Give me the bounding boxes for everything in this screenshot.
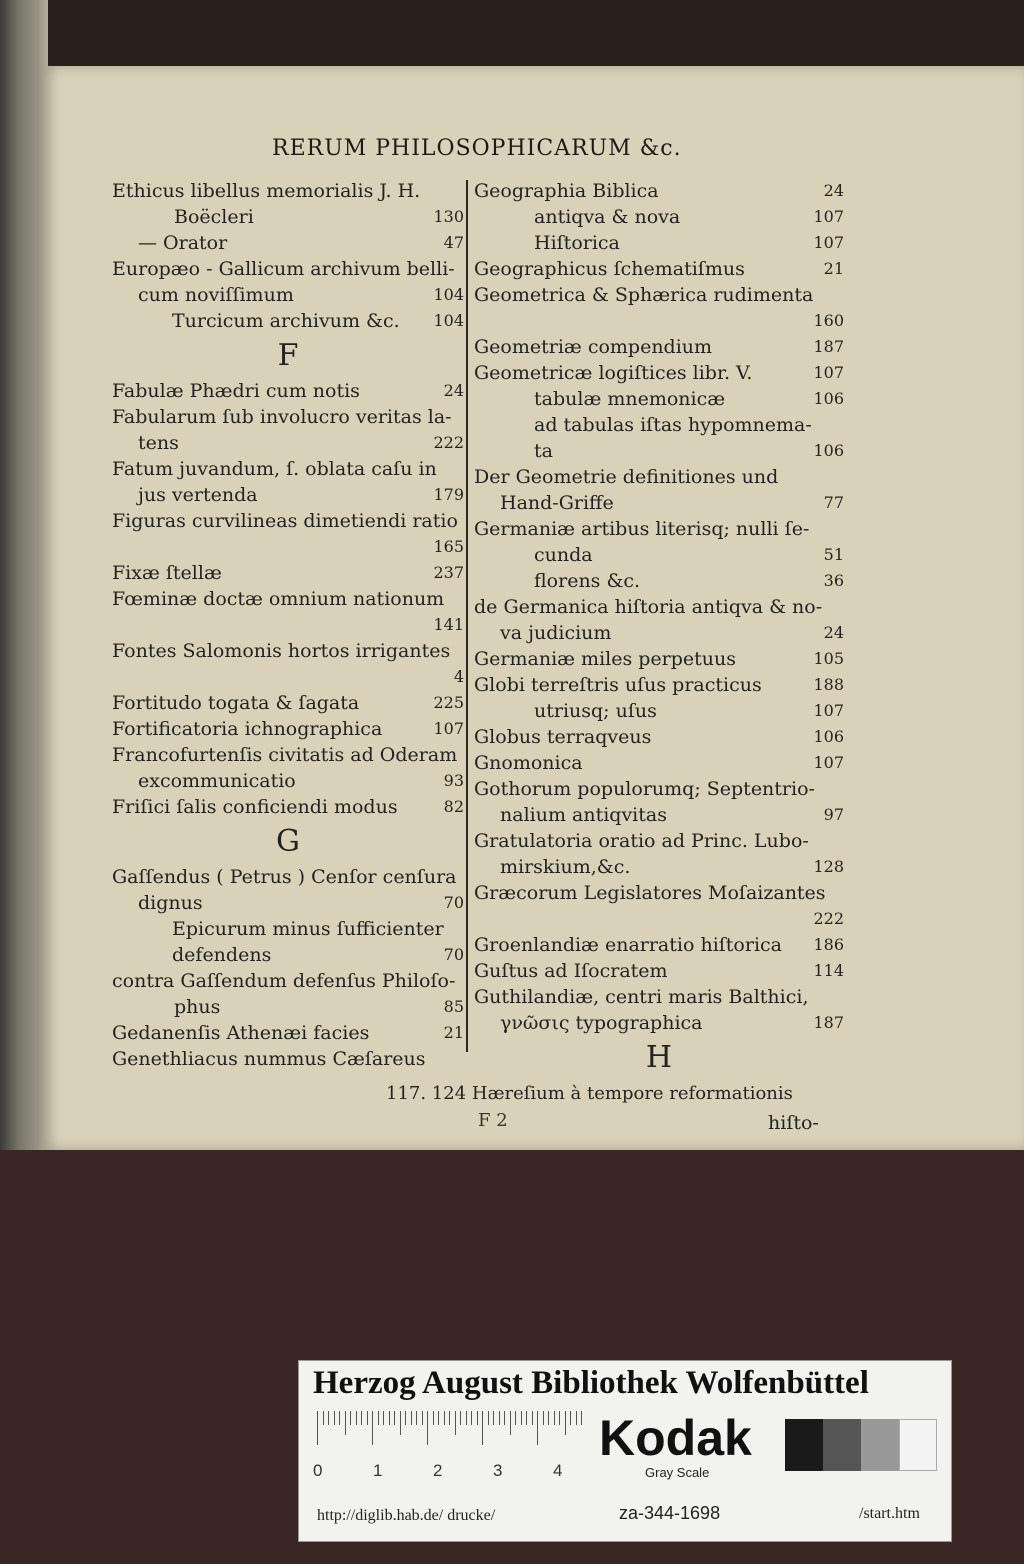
ruler-tick [389, 1411, 390, 1425]
index-entry [474, 880, 844, 906]
entry-page-number: 128 [813, 857, 844, 876]
entry-text: utriusq; uſus [534, 700, 657, 722]
library-title: Herzog August Bibliothek Wolfenbüttel [313, 1365, 869, 1401]
entry-text: Guſtus ad Iſocratem [474, 960, 668, 982]
index-entry [474, 594, 844, 620]
ruler-tick [449, 1411, 450, 1425]
ruler-tick [328, 1411, 329, 1425]
entry-page-number: 107 [813, 701, 844, 720]
entry-text: phus [174, 996, 221, 1018]
index-entry [112, 1020, 464, 1046]
index-entry [474, 360, 844, 386]
ruler-number: 3 [493, 1461, 503, 1480]
ruler-tick [532, 1411, 533, 1425]
index-entry [474, 776, 844, 802]
entry-page-number: 141 [433, 615, 464, 634]
index-entry [474, 490, 844, 516]
ruler-tick [576, 1411, 577, 1425]
index-entry [474, 750, 844, 776]
ruler-tick [339, 1411, 340, 1425]
entry-text: tabulæ mnemonicæ [534, 388, 726, 410]
entry-text: Geographicus ſchematiſmus [474, 258, 745, 280]
entry-text: Fixæ ſtellæ [112, 562, 222, 584]
ruler-tick [394, 1411, 395, 1425]
ruler-tick [499, 1411, 500, 1425]
entry-page-number: 24 [823, 623, 844, 642]
column-divider [466, 180, 468, 1052]
entry-text: Fabulæ Phædri cum notis [112, 380, 360, 402]
index-entry [474, 958, 844, 984]
index-entry [474, 854, 844, 880]
section-letter: G [276, 824, 300, 859]
entry-page-number: 188 [813, 675, 844, 694]
entry-text: Geometricæ logiſtices libr. V. [474, 362, 753, 384]
entry-page-number: 225 [433, 693, 464, 712]
ruler-tick [543, 1411, 544, 1425]
ruler-tick [411, 1411, 412, 1425]
index-entry [474, 256, 844, 282]
index-entry [112, 768, 464, 794]
ruler-tick [383, 1411, 384, 1425]
entry-page-number: 222 [813, 909, 844, 928]
ruler-tick [455, 1411, 456, 1435]
entry-text: Fontes Salomonis hortos irrigantes [112, 640, 451, 662]
entry-page-number: 51 [823, 545, 844, 564]
start-path: /start.htm [859, 1505, 920, 1522]
entry-page-number: 36 [823, 571, 844, 590]
ruler-tick [482, 1411, 483, 1445]
ruler-number: 0 [313, 1461, 323, 1480]
index-entry [112, 994, 464, 1020]
page-header: RERUM PHILOSOPHICARUM &c. [272, 136, 682, 161]
index-entry [474, 828, 844, 854]
entry-text: Fortificatoria ichnographica [112, 718, 383, 740]
index-entry [112, 794, 464, 820]
entry-page-number: 107 [433, 719, 464, 738]
index-entry [474, 672, 844, 698]
entry-text: Geometrica & Sphærica rudimenta [474, 284, 814, 306]
entry-text: γνῶσις typographica [500, 1012, 703, 1034]
entry-text: va judicium [500, 622, 612, 644]
ruler-tick [356, 1411, 357, 1425]
gray-scale-label: Gray Scale [645, 1465, 710, 1480]
entry-text: Figuras curvilineas dimetiendi ratio [112, 510, 458, 532]
ruler-tick [471, 1411, 472, 1425]
index-entry [112, 942, 464, 968]
ruler-tick [350, 1411, 351, 1425]
entry-page-number: 93 [443, 771, 464, 790]
entry-text: Boëcleri [174, 206, 254, 228]
index-entry [112, 534, 464, 560]
index-entry [112, 230, 464, 256]
entry-text: jus vertenda [138, 484, 258, 506]
index-entry [112, 404, 464, 430]
entry-page-number: 106 [813, 727, 844, 746]
entry-page-number: 77 [823, 493, 844, 512]
entry-page-number: 21 [443, 1023, 464, 1042]
section-letter: F [277, 338, 299, 373]
index-entry [474, 698, 844, 724]
index-entry [112, 430, 464, 456]
index-entry [474, 308, 844, 334]
entry-text: florens &c. [534, 570, 641, 592]
entry-text: Genethliacus nummus Cæſareus [112, 1048, 426, 1070]
index-entry [474, 906, 844, 932]
ruler-tick [510, 1411, 511, 1435]
entry-page-number: 21 [823, 259, 844, 278]
ruler-tick [405, 1411, 406, 1425]
entry-page-number: 186 [813, 935, 844, 954]
entry-text: Fœminæ doctæ omnium nationum [112, 588, 445, 610]
ruler-tick [548, 1411, 549, 1425]
ruler-tick [444, 1411, 445, 1425]
ruler-tick [433, 1411, 434, 1425]
ruler-tick [323, 1411, 324, 1425]
entry-page-number: 107 [813, 207, 844, 226]
ruler-tick [570, 1411, 571, 1425]
index-entry [474, 802, 844, 828]
index-entry [474, 178, 844, 204]
index-entry [112, 742, 464, 768]
ruler-tick [488, 1411, 489, 1425]
index-entry [112, 378, 464, 404]
ruler-tick [521, 1411, 522, 1425]
entry-page-number: 130 [433, 207, 464, 226]
index-entry [112, 638, 464, 664]
shelf-code: za-344-1698 [619, 1503, 721, 1523]
index-entry [112, 508, 464, 534]
ruler-tick [345, 1411, 346, 1435]
index-entry [474, 386, 844, 412]
entry-page-number: 107 [813, 233, 844, 252]
index-entry [474, 516, 844, 542]
ruler-tick [438, 1411, 439, 1425]
entry-text: Epicurum minus ſufficienter [172, 918, 444, 940]
ruler-tick [466, 1411, 467, 1425]
index-entry [474, 568, 844, 594]
entry-page-number: 105 [813, 649, 844, 668]
ruler-tick [504, 1411, 505, 1425]
entry-page-number: 160 [813, 311, 844, 330]
index-entry [112, 256, 464, 282]
index-entry [474, 204, 844, 230]
ruler-number: 4 [553, 1461, 563, 1480]
index-entry [112, 968, 464, 994]
entry-text: nalium antiqvitas [500, 804, 667, 826]
entry-page-number: 179 [433, 485, 464, 504]
entry-text: Gedanenſis Athenæi facies [112, 1022, 370, 1044]
entry-text: Ethicus libellus memorialis J. H. [112, 180, 421, 202]
index-entry [112, 178, 464, 204]
entry-text: Hiſtorica [534, 232, 620, 254]
entry-text: Groenlandiæ enarratio hiſtorica [474, 934, 782, 956]
index-entry [112, 282, 464, 308]
index-entry [112, 716, 464, 742]
ruler-tick [493, 1411, 494, 1425]
index-entry [474, 282, 844, 308]
index-entry [474, 932, 844, 958]
library-url: http://diglib.hab.de/ drucke/ [317, 1507, 496, 1524]
entry-text: mirskium,&c. [500, 856, 631, 878]
entry-text: Gothorum populorumq; Septentrio- [474, 778, 815, 800]
entry-text: Hand-Griffe [500, 492, 614, 514]
index-entry [474, 412, 844, 438]
entry-page-number: 104 [433, 311, 464, 330]
scale-ruler [317, 1411, 587, 1457]
signature-mark: F 2 [478, 1110, 508, 1131]
entry-text: excommunicatio [138, 770, 296, 792]
entry-text: Friſici ſalis conficiendi modus [112, 796, 398, 818]
index-entry [112, 482, 464, 508]
index-entry [474, 230, 844, 256]
entry-text: Gnomonica [474, 752, 583, 774]
entry-page-number: 187 [813, 1013, 844, 1032]
ruler-tick [334, 1411, 335, 1425]
entry-text: Fatum juvandum, ſ. oblata caſu in [112, 458, 437, 480]
entry-text: — Orator [138, 232, 228, 254]
footer-line: 117. 124 Hæreſium à tempore reformationis [386, 1083, 793, 1104]
ruler-tick [460, 1411, 461, 1425]
index-entry [112, 586, 464, 612]
entry-page-number: 222 [433, 433, 464, 452]
entry-text: antiqva & nova [534, 206, 681, 228]
entry-page-number: 24 [823, 181, 844, 200]
entry-page-number: 82 [443, 797, 464, 816]
ruler-tick [537, 1411, 538, 1445]
ruler-tick [416, 1411, 417, 1425]
index-entry [474, 646, 844, 672]
entry-text: contra Gaſſendum defenſus Philoſo- [112, 970, 456, 992]
entry-text: Geometriæ compendium [474, 336, 713, 358]
index-entry [474, 620, 844, 646]
entry-page-number: 24 [443, 381, 464, 400]
ruler-tick [367, 1411, 368, 1425]
index-entry [112, 690, 464, 716]
entry-page-number: 107 [813, 363, 844, 382]
index-entry [474, 438, 844, 464]
index-column-right [474, 178, 844, 1080]
entry-page-number: 106 [813, 441, 844, 460]
ruler-tick [422, 1411, 423, 1425]
kodak-logo: Kodak [599, 1410, 752, 1466]
index-entry [112, 308, 464, 334]
entry-text: Globi terreſtris uſus practicus [474, 674, 762, 696]
ruler-number: 1 [373, 1461, 383, 1480]
section-letter: H [645, 1040, 673, 1075]
entry-page-number: 114 [813, 961, 844, 980]
ruler-tick [400, 1411, 401, 1435]
ruler-tick [477, 1411, 478, 1425]
entry-page-number: 107 [813, 753, 844, 772]
index-entry [474, 464, 844, 490]
entry-text: tens [138, 432, 179, 454]
index-entry [474, 334, 844, 360]
entry-page-number: 47 [443, 233, 464, 252]
gray-swatches [785, 1419, 937, 1471]
index-entry [112, 890, 464, 916]
index-entry [112, 612, 464, 638]
swatch-white [899, 1419, 937, 1471]
ruler-tick [559, 1411, 560, 1425]
entry-text: de Germanica hiſtoria antiqva & no- [474, 596, 823, 618]
entry-text: Guthilandiæ, centri maris Balthici, [474, 986, 809, 1008]
entry-page-number: 4 [453, 667, 464, 686]
ruler-tick [515, 1411, 516, 1425]
entry-text: Germaniæ miles perpetuus [474, 648, 737, 670]
entry-page-number: 187 [813, 337, 844, 356]
index-entry [474, 984, 844, 1010]
index-entry [112, 864, 464, 890]
index-entry [112, 456, 464, 482]
index-entry [112, 916, 464, 942]
index-entry [112, 204, 464, 230]
entry-text: Turcicum archivum &c. [172, 310, 400, 332]
ruler-tick [526, 1411, 527, 1425]
entry-text: defendens [172, 944, 272, 966]
entry-page-number: 237 [433, 563, 464, 582]
entry-text: Europæo - Gallicum archivum belli- [112, 258, 455, 280]
entry-page-number: 165 [433, 537, 464, 556]
ruler-tick [565, 1411, 566, 1435]
entry-text: Germaniæ artibus literisq; nulli ſe- [474, 518, 810, 540]
entry-text: Græcorum Legislatores Moſaizantes [474, 882, 826, 904]
catchword: hiſto- [768, 1112, 819, 1134]
index-column-left [112, 178, 464, 1072]
ruler-tick [581, 1411, 582, 1425]
entry-text: Der Geometrie definitiones und [474, 466, 779, 488]
entry-page-number: 70 [443, 893, 464, 912]
entry-page-number: 85 [443, 997, 464, 1016]
index-entry [112, 664, 464, 690]
entry-page-number: 104 [433, 285, 464, 304]
index-entry [474, 724, 844, 750]
ruler-tick [378, 1411, 379, 1425]
ruler-number: 2 [433, 1461, 443, 1480]
entry-text: ta [534, 440, 553, 462]
ruler-tick [427, 1411, 428, 1445]
entry-page-number: 70 [443, 945, 464, 964]
entry-page-number: 97 [823, 805, 844, 824]
ruler-tick [361, 1411, 362, 1425]
entry-text: Gratulatoria oratio ad Princ. Lubo- [474, 830, 809, 852]
entry-text: cunda [534, 544, 593, 566]
index-entry [112, 560, 464, 586]
entry-text: Gaſſendus ( Petrus ) Cenſor cenſura [112, 866, 457, 888]
swatch-black [785, 1419, 823, 1471]
entry-text: Geographia Biblica [474, 180, 659, 202]
entry-text: ad tabulas iſtas hypomnema- [534, 414, 812, 436]
entry-text: cum noviſſimum [138, 284, 294, 306]
ruler-tick [317, 1411, 318, 1445]
entry-text: Globus terraqveus [474, 726, 652, 748]
entry-page-number: 106 [813, 389, 844, 408]
index-entry [112, 1046, 464, 1072]
ruler-tick [554, 1411, 555, 1425]
swatch-dark-gray [823, 1419, 861, 1471]
entry-text: dignus [138, 892, 203, 914]
index-entry [474, 1010, 844, 1036]
index-entry [474, 542, 844, 568]
swatch-gray [861, 1419, 899, 1471]
entry-text: Fortitudo togata & ſagata [112, 692, 360, 714]
ruler-tick [372, 1411, 373, 1445]
library-color-card [298, 1360, 952, 1542]
entry-text: Francofurtenſis civitatis ad Oderam [112, 744, 458, 766]
entry-text: Fabularum ſub involucro veritas la- [112, 406, 452, 428]
